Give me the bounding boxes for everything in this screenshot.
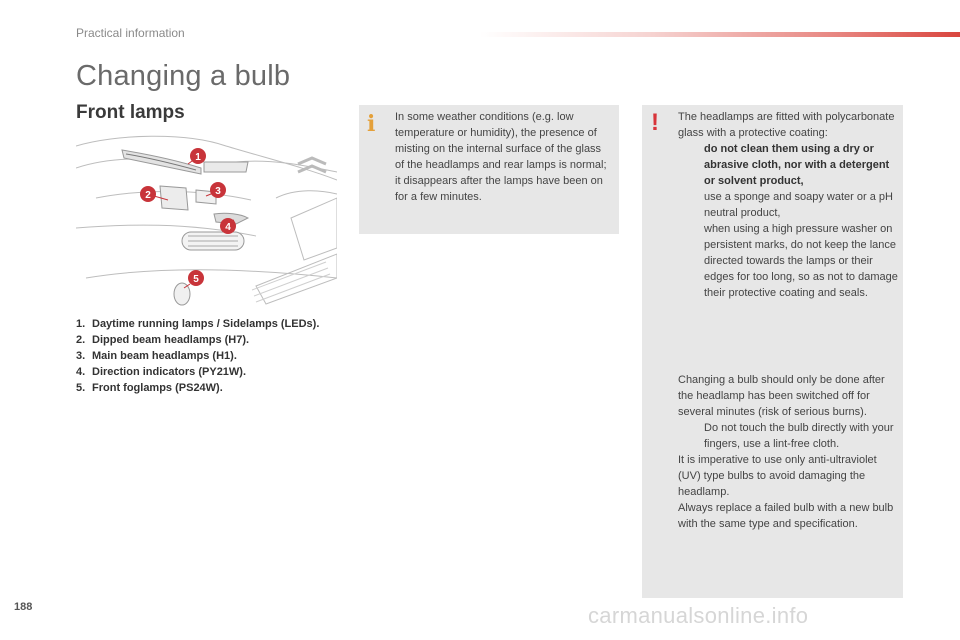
legend-item [76,332,326,348]
front-lamps-illustration [76,128,337,310]
svg-text:3: 3 [215,186,221,197]
svg-text:4: 4 [225,222,231,233]
legend-item [76,348,326,364]
page-number: 188 [14,601,33,613]
page-title: Changing a bulb [76,60,291,92]
legend-number: 4. [76,366,86,378]
legend-text: Daytime running lamps / Sidelamps (LEDs). [92,318,320,330]
info-text: In some weather conditions (e.g. low temperature or humidity), the presence of misting on the internal surface of the glass of the headlamps and rear lamps is normal; it disappears after the lamps have been on for a few minutes. [395,111,607,203]
bullet-icon [678,189,704,221]
warning-intro: The headlamps are fitted with polycarbonate glass with a protective coating: [678,111,895,139]
warning-text [678,109,900,301]
warning-bullet [678,221,900,301]
replace-note: Always replace a failed bulb with a new bulb with the same type and specification. [678,502,894,530]
info-icon: i [367,111,376,137]
warning-bullet [678,141,900,189]
legend-number: 2. [76,334,86,346]
section-heading: Front lamps [76,102,185,123]
bullet-icon [678,221,704,301]
bulb-intro: Changing a bulb should only be done after the headlamp has been switched off for several minutes (risk of serious burns). [678,374,885,418]
bullet-icon [678,420,704,452]
bulb-bullet [678,420,896,452]
legend-number: 5. [76,382,86,394]
warning-bullet-text: when using a high pressure washer on persistent marks, do not keep the lance directed towards the lamps or their edges for too long, so as not to damage their protective coating and seals. [704,223,898,299]
warning-bullet-text: do not clean them using a dry or abrasive cloth, nor with a detergent or solvent product, [704,143,890,187]
watermark: carmanualsonline.info [588,603,809,628]
legend-item [76,364,326,380]
section-label: Practical information [76,26,185,40]
warning-bullet [678,189,900,221]
legend-text: Dipped beam headlamps (H7). [92,334,250,346]
header-accent-bar [480,32,960,37]
bulb-bullet-text: Do not touch the bulb directly with your fingers, use a lint-free cloth. [704,422,894,450]
uv-note: It is imperative to use only anti-ultraviolet (UV) type bulbs to avoid damaging the headlamp. [678,454,877,498]
legend-text: Direction indicators (PY21W). [92,366,247,378]
svg-text:1: 1 [195,152,201,163]
legend-text: Main beam headlamps (H1). [92,350,237,362]
legend-item [76,316,326,332]
bulb-change-notes [678,372,896,532]
car-front-drawing [76,128,337,310]
lamp-legend [76,316,326,396]
bullet-icon [678,141,704,189]
legend-number: 3. [76,350,86,362]
warning-icon: ! [651,109,659,136]
warning-bullet-text: use a sponge and soapy water or a pH neutral product, [704,191,893,219]
legend-number: 1. [76,318,86,330]
legend-text: Front foglamps (PS24W). [92,382,223,394]
svg-text:2: 2 [145,190,151,201]
svg-text:5: 5 [193,274,199,285]
legend-item [76,380,326,396]
